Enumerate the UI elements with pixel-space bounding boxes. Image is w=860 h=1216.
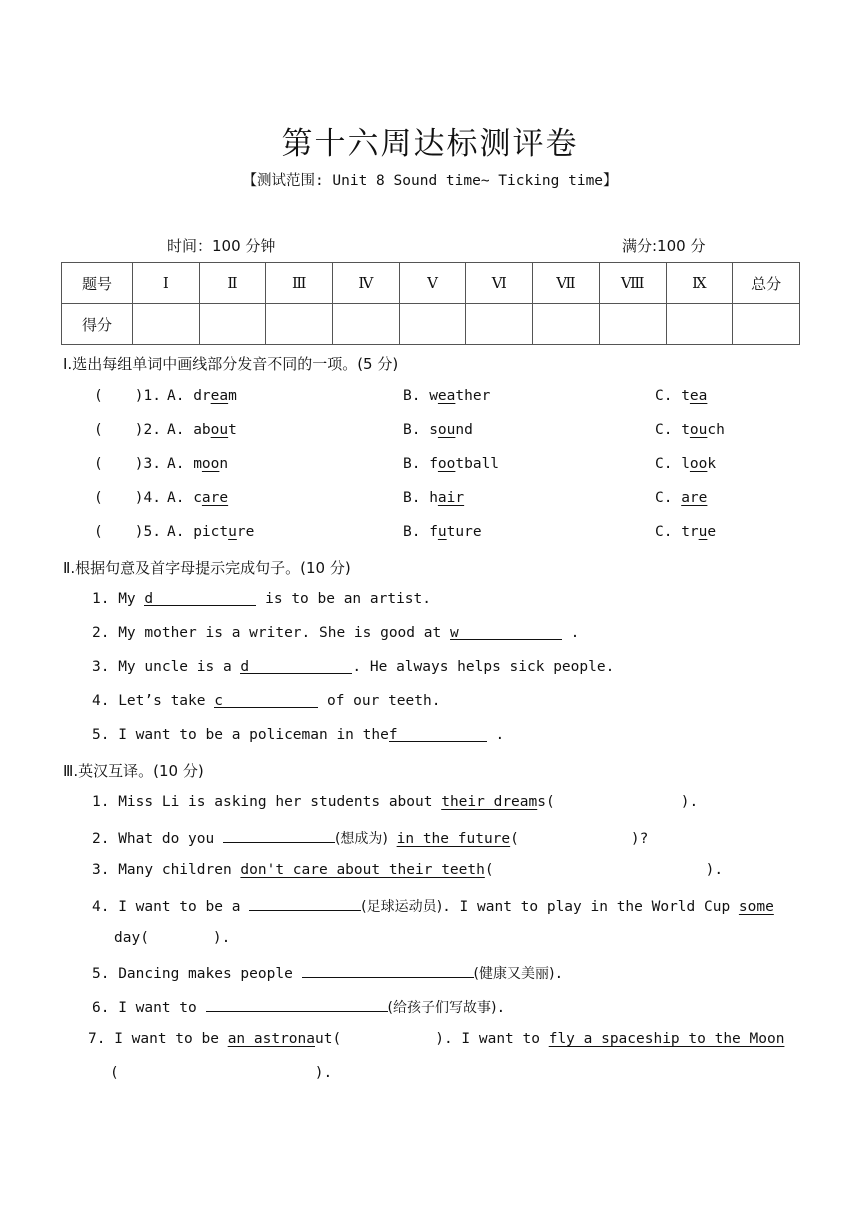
table-header-cell: Ⅱ [199, 263, 266, 304]
option-a[interactable]: A. picture [167, 524, 255, 540]
table-header-cell: 总分 [733, 263, 800, 304]
option-a[interactable]: A. about [167, 422, 237, 438]
question-3-3: 3. Many children don't care about their teeth( ). [92, 862, 724, 878]
option-c[interactable]: C. look [655, 456, 717, 472]
option-c[interactable]: C. touch [655, 422, 725, 438]
option-a[interactable]: A. care [167, 490, 229, 506]
question-number: 5. [92, 727, 110, 743]
answer-paren[interactable]: ( [94, 524, 103, 540]
question-3-2: 2. What do you (想成为) in the future( )? [92, 828, 648, 848]
score-cell[interactable] [266, 304, 333, 345]
table-header-cell: Ⅲ [266, 263, 333, 304]
table-header-cell: Ⅷ [599, 263, 666, 304]
score-cell[interactable] [733, 304, 800, 345]
table-header-cell: 题号 [62, 263, 133, 304]
table-score-row [62, 304, 800, 345]
fill-blank[interactable]: c [214, 693, 318, 708]
fill-blank[interactable]: d [240, 659, 352, 674]
score-table [61, 262, 800, 345]
question-3-4-cont: day( ). [114, 930, 231, 946]
fill-blank[interactable]: d [144, 591, 256, 606]
question-number: )2. [134, 422, 161, 438]
question-2-2: 2. My mother is a writer. She is good at w . [92, 625, 580, 641]
question-3-6: 6. I want to (给孩子们写故事). [92, 997, 505, 1017]
fill-blank[interactable] [302, 963, 474, 978]
section-2-heading: Ⅱ.根据句意及首字母提示完成句子。(10 分) [63, 559, 351, 577]
score-cell[interactable] [133, 304, 200, 345]
section-1-heading: Ⅰ.选出每组单词中画线部分发音不同的一项。(5 分) [63, 355, 399, 373]
question-1-1 [94, 388, 161, 404]
fill-blank[interactable] [223, 828, 335, 843]
fill-blank[interactable] [206, 997, 388, 1012]
score-cell[interactable] [399, 304, 466, 345]
question-3-5: 5. Dancing makes people (健康又美丽). [92, 963, 563, 983]
score-cell[interactable] [599, 304, 666, 345]
question-3-7: 7. I want to be an astronaut( ). I want to fly a spaceship to the Moon [88, 1031, 785, 1047]
question-number: 3. [92, 659, 110, 675]
question-1-3 [94, 456, 161, 472]
fill-blank[interactable]: w [450, 625, 562, 640]
question-number: 2. [92, 625, 110, 641]
test-scope: 【测试范围: Unit 8 Sound time~ Ticking time】 [242, 173, 618, 189]
question-number: )1. [134, 388, 161, 404]
fill-blank[interactable] [249, 896, 361, 911]
option-a[interactable]: A. moon [167, 456, 229, 472]
table-header-cell: Ⅴ [399, 263, 466, 304]
question-1-5 [94, 524, 161, 540]
question-1-2 [94, 422, 161, 438]
full-score: 满分:100 分 [622, 237, 706, 255]
answer-paren[interactable]: ( [94, 422, 103, 438]
question-2-3: 3. My uncle is a d . He always helps sick people. [92, 659, 615, 675]
answer-paren[interactable]: ( [94, 456, 103, 472]
option-a[interactable]: A. dream [167, 388, 237, 404]
score-cell[interactable] [533, 304, 600, 345]
table-header-cell: Ⅰ [133, 263, 200, 304]
question-3-7-cont: ( ). [110, 1065, 333, 1081]
option-c[interactable]: C. tea [655, 388, 708, 404]
answer-paren[interactable]: ( [94, 388, 103, 404]
option-b[interactable]: B. football [403, 456, 500, 472]
fill-blank[interactable]: f [389, 727, 487, 742]
option-c[interactable]: C. are [655, 490, 708, 506]
score-cell[interactable] [666, 304, 733, 345]
option-c[interactable]: C. true [655, 524, 717, 540]
score-cell[interactable] [333, 304, 400, 345]
question-3-1: 1. Miss Li is asking her students about their dreams( ). [92, 794, 699, 810]
option-b[interactable]: B. hair [403, 490, 465, 506]
option-b[interactable]: B. sound [403, 422, 473, 438]
question-number: )3. [134, 456, 161, 472]
page-title: 第十六周达标测评卷 [281, 126, 579, 162]
table-header-cell: Ⅶ [533, 263, 600, 304]
section-3-heading: Ⅲ.英汉互译。(10 分) [63, 762, 204, 780]
table-header-cell: Ⅸ [666, 263, 733, 304]
question-number: 1. [92, 591, 110, 607]
question-number: 4. [92, 693, 110, 709]
answer-paren[interactable]: ( [94, 490, 103, 506]
question-number: )4. [134, 490, 161, 506]
option-b[interactable]: B. weather [403, 388, 491, 404]
time-limit: 时间：100 分钟 [167, 237, 276, 255]
question-1-4 [94, 490, 161, 506]
score-row-label: 得分 [62, 304, 133, 345]
table-header-cell: Ⅳ [333, 263, 400, 304]
score-cell[interactable] [466, 304, 533, 345]
question-3-4: 4. I want to be a (足球运动员). I want to play in the World Cup some [92, 896, 774, 916]
question-number: )5. [134, 524, 161, 540]
table-header-row [62, 263, 800, 304]
question-2-5: 5. I want to be a policeman in thef . [92, 727, 505, 743]
question-2-1: 1. My d is to be an artist. [92, 591, 432, 607]
option-b[interactable]: B. future [403, 524, 482, 540]
score-cell[interactable] [199, 304, 266, 345]
question-2-4: 4. Let’s take c of our teeth. [92, 693, 441, 709]
table-header-cell: Ⅵ [466, 263, 533, 304]
